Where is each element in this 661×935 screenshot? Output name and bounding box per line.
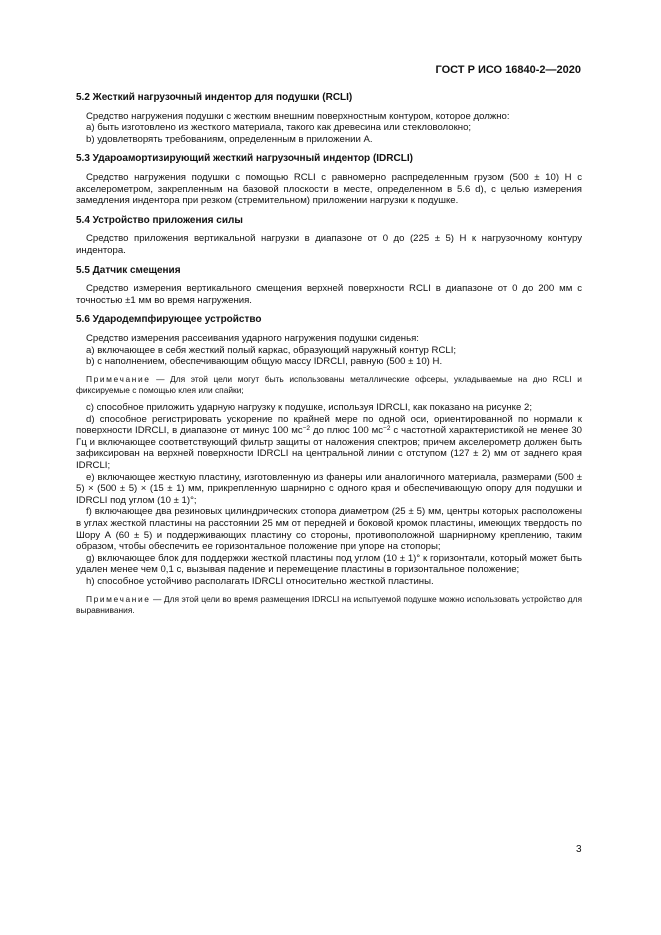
page-number: 3 xyxy=(576,844,582,855)
section-title: 5.2 Жесткий нагрузочный индентор для подушки (RCLI) xyxy=(76,92,353,103)
document-header: ГОСТ Р ИСО 16840-2—2020 xyxy=(435,64,581,76)
section-5-3 xyxy=(76,153,582,206)
paragraph: Средство нагружения подушки с жестким внешним поверхностным контуром, которое должно: xyxy=(86,110,510,122)
note xyxy=(76,594,582,616)
paragraph: Средство измерения вертикального смещения верхней поверхности RCLI в диапазоне от 0 до 200 мм с точностью ±1 мм во время нагружения. xyxy=(76,283,582,306)
section-title: 5.5 Датчик смещения xyxy=(76,264,181,276)
note-label: Примечание xyxy=(86,593,151,604)
item-text: d) способное регистрировать ускорение по крайней мере по одной оси, ориентированной по нормали к поверхности IDRCLI, в диапазоне от минус 100 мс xyxy=(76,413,582,437)
section-title: 5.6 Удародемпфирующее устройство xyxy=(76,314,262,326)
note xyxy=(76,374,582,396)
section-5-4 xyxy=(76,215,582,257)
item-text: с частотной характеристикой не менее 30 Гц и включающее соответствующий фильтр защиты от наложения спектров; причем акселерометр должен быть зафиксирован на верхней поверхности IDRCLI на центральной линии с отступом (127 ± 2) мм от заднего края IDRCLI; xyxy=(76,425,583,472)
paragraph: Средство приложения вертикальной нагрузки в диапазоне от 0 до (225 ± 5) Н к нагрузочному контуру индентора. xyxy=(76,233,582,256)
list-item: e) включающее жесткую пластину, изготовленную из фанеры или аналогичного материала, размерами (500 ± 5) × (500 ± 5) × (15 ± 1) мм, прикрепленную шарнирно с одного края и обеспечивающую опору для подушки и IDRCLI под углом (10 ± 1)°; xyxy=(76,471,582,506)
list-item: g) включающее блок для поддержки жесткой пластины под углом (10 ± 1)° к горизонтали, который может быть удален менее чем 0,1 с, вызывая падение и перемещение пластины в горизонтальное положение; xyxy=(76,552,582,576)
section-title: 5.4 Устройство приложения силы xyxy=(76,214,243,226)
list-item: b) с наполнением, обеспечивающим общую массу IDRCLI, равную (500 ± 10) Н. xyxy=(86,356,443,368)
note-label: Примечание xyxy=(86,373,151,384)
section-5-5 xyxy=(76,265,582,307)
note-text: — Для этой цели во время размещения IDRCLI на испытуемой подушке можно использовать устройство для выравнивания. xyxy=(76,593,582,615)
list-item: a) быть изготовлено из жесткого материала, такого как древесина или стекловолокно; xyxy=(86,122,472,134)
list-item: c) способное приложить ударную нагрузку к подушке, используя IDRCLI, как показано на рисунке 2; xyxy=(86,402,532,414)
superscript: −2 xyxy=(302,425,311,433)
list-item: h) способное устойчиво располагать IDRCLI относительно жесткой пластины. xyxy=(86,576,434,587)
paragraph: Средство нагружения подушки с помощью RCLI с равномерно распределенным грузом (500 ± 10) Н с акселерометром, закрепленным на базовой плоскости в месте, определенном в 5.6 d), с целью измерения замедления индентора при резком (стремительном) приложении нагрузки к подушке. xyxy=(76,171,582,207)
list-item xyxy=(76,414,582,472)
superscript: −2 xyxy=(383,425,391,433)
section-5-2 xyxy=(76,92,582,145)
section-title: 5.3 Удароамортизирующий жесткий нагрузочный индентор (IDRCLI) xyxy=(76,153,413,165)
section-5-6 xyxy=(76,314,582,616)
list-item: a) включающее в себя жесткий полый каркас, образующий наружный контур RCLI; xyxy=(86,344,457,356)
list-item: b) удовлетворять требованиям, определенным в приложении А. xyxy=(86,133,373,145)
document-body xyxy=(76,92,582,624)
paragraph: Средство измерения рассеивания ударного нагружения подушки сиденья: xyxy=(86,332,419,344)
note-text: — Для этой цели могут быть использованы металлические офсеры, укладываемые на дно RCLI и фиксируемые с помощью клея или спайки; xyxy=(76,373,582,395)
list-item: f) включающее два резиновых цилиндрических стопора диаметром (25 ± 5) мм, центры которых расположены в углах жесткой пластины на расстоянии 25 мм от передней и боковой кромок пластины, имеющих твердость по Шору А (60 ± 5) и поддерживающих пластину со стороны, противоположной шарнирному креплению, таким образом, чтобы обеспечить ее горизонтальное положение при упоре на стопоры; xyxy=(76,506,582,553)
item-text: до плюс 100 мс xyxy=(310,425,384,437)
